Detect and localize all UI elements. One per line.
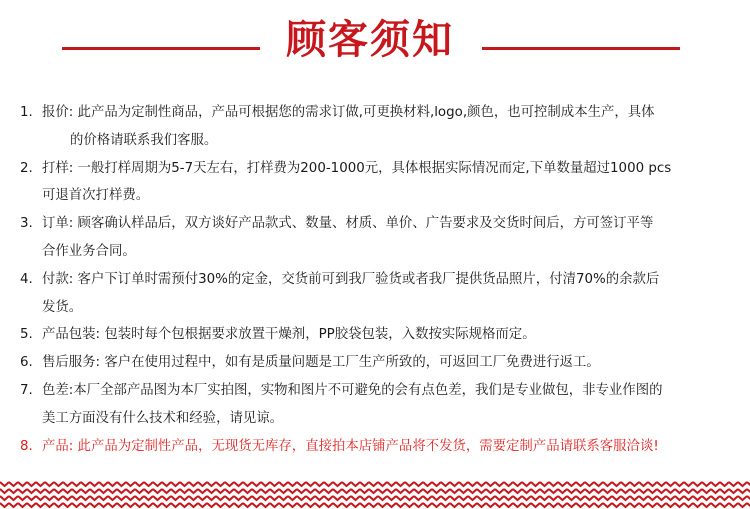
notice-item-payment bbox=[20, 266, 732, 322]
item-number: 8. bbox=[20, 438, 33, 454]
page-title: 顾客须知 bbox=[286, 17, 454, 63]
item-line: 订单: 顾客确认样品后，双方谈好产品款式、数量、材质、单价、广告要求及交货时间后，方可签订平等 bbox=[42, 216, 654, 232]
item-line: 产品包装: 包装时每个包根据要求放置干燥剂，PP胶袋包装，入数按实际规格而定。 bbox=[42, 327, 536, 343]
item-number: 2. bbox=[20, 160, 33, 176]
item-number: 1. bbox=[20, 105, 33, 120]
item-text bbox=[42, 99, 732, 155]
notice-item-order bbox=[20, 210, 732, 266]
header bbox=[0, 0, 750, 80]
item-number: 6. bbox=[20, 355, 33, 371]
item-line: 产品: 此产品为定制性产品，无现货无库存，直接拍本店铺产品将不发货，需要定制产品请联系客服洽谈! bbox=[42, 438, 659, 454]
zigzag-border bbox=[0, 481, 750, 509]
item-line: 报价: 此产品为定制性商品，产品可根据您的需求订做,可更换材料,logo,颜色，也可控制成本生产，具体 bbox=[42, 105, 655, 120]
item-line: 合作业务合同。 bbox=[42, 243, 136, 259]
notice-list bbox=[20, 99, 732, 460]
notice-item-quote bbox=[20, 99, 732, 155]
title-rule-left bbox=[62, 47, 260, 50]
item-line: 美工方面没有什么技术和经验，请见谅。 bbox=[42, 410, 284, 426]
item-text bbox=[42, 433, 732, 461]
item-line: 售后服务: 客户在使用过程中，如有是质量问题是工厂生产所致的，可返回工厂免费进行返工。 bbox=[42, 355, 600, 371]
title-rule-right bbox=[482, 47, 680, 50]
item-line: 可退首次打样费。 bbox=[42, 188, 150, 204]
notice-item-color-difference bbox=[20, 377, 732, 433]
item-number: 4. bbox=[20, 271, 33, 287]
item-text bbox=[42, 321, 732, 349]
item-number: 3. bbox=[20, 216, 33, 232]
item-number: 7. bbox=[20, 382, 33, 398]
notice-item-product-warning bbox=[20, 433, 732, 461]
notice-item-sampling bbox=[20, 155, 732, 211]
item-line: 的价格请联系我们客服。 bbox=[70, 132, 218, 148]
item-text bbox=[42, 266, 732, 322]
item-text bbox=[42, 210, 732, 266]
item-text bbox=[42, 377, 732, 433]
item-text bbox=[42, 349, 732, 377]
item-line: 发货。 bbox=[42, 299, 83, 315]
notice-item-after-sales bbox=[20, 349, 732, 377]
item-text bbox=[42, 155, 732, 211]
notice-item-packaging bbox=[20, 321, 732, 349]
item-line: 打样: 一般打样周期为5-7天左右，打样费为200-1000元，具体根据实际情况而定,下单数量超过1000 pcs bbox=[42, 160, 672, 176]
item-number: 5. bbox=[20, 327, 33, 343]
item-line: 付款: 客户下订单时需预付30%的定金，交货前可到我厂验货或者我厂提供货品照片，付清70%的余款后 bbox=[42, 271, 660, 287]
item-line: 色差:本厂全部产品图为本厂实拍图，实物和图片不可避免的会有点色差，我们是专业做包，非专业作图的 bbox=[42, 382, 663, 398]
